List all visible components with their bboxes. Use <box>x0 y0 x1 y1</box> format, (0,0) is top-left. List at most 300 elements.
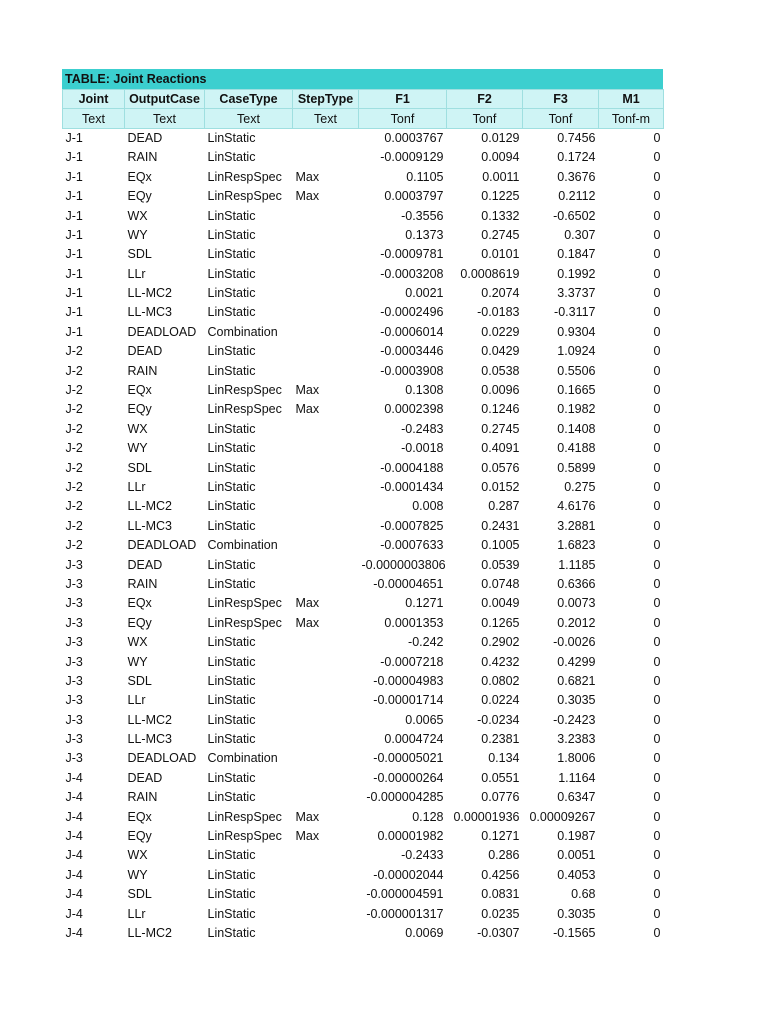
joint-cell[interactable]: J-1 <box>65 208 83 223</box>
f1-cell[interactable]: -0.0009781 <box>380 247 444 262</box>
m1-cell[interactable]: 0 <box>653 131 661 146</box>
f1-cell[interactable]: 0.128 <box>412 809 444 824</box>
column-header-m1[interactable]: M1 <box>599 90 664 109</box>
case-type-cell[interactable]: LinStatic <box>207 421 256 436</box>
f2-cell[interactable]: 0.2431 <box>481 518 520 533</box>
f2-cell[interactable]: 0.1005 <box>481 538 520 553</box>
m1-cell[interactable]: 0 <box>653 421 661 436</box>
f2-cell[interactable]: 0.2074 <box>481 286 520 301</box>
f3-cell[interactable]: 0.00009267 <box>529 809 596 824</box>
joint-cell[interactable]: J-1 <box>65 169 83 184</box>
m1-cell[interactable]: 0 <box>653 305 661 320</box>
step-type-cell[interactable] <box>293 322 359 341</box>
f1-cell[interactable]: -0.00000264 <box>373 770 444 785</box>
case-type-cell[interactable]: LinStatic <box>207 131 256 146</box>
output-case-cell[interactable]: DEADLOAD <box>127 324 197 339</box>
case-type-cell[interactable]: LinStatic <box>207 925 256 940</box>
f2-cell[interactable]: 0.0576 <box>481 460 520 475</box>
step-type-cell[interactable] <box>293 361 359 380</box>
unit-outputcase[interactable]: Text <box>125 109 205 128</box>
f3-cell[interactable]: 0.1408 <box>557 421 596 436</box>
output-case-cell[interactable]: WX <box>127 635 148 650</box>
joint-cell[interactable]: J-2 <box>65 538 83 553</box>
case-type-cell[interactable]: LinRespSpec <box>207 829 282 844</box>
joint-cell[interactable]: J-1 <box>65 324 83 339</box>
case-type-cell[interactable]: LinStatic <box>207 247 256 262</box>
step-type-cell[interactable] <box>293 691 359 710</box>
f3-cell[interactable]: 0.3035 <box>557 906 596 921</box>
f2-cell[interactable]: 0.0551 <box>481 770 520 785</box>
f3-cell[interactable]: 0.1987 <box>557 829 596 844</box>
f3-cell[interactable]: 1.1164 <box>558 770 596 785</box>
output-case-cell[interactable]: WX <box>127 421 148 436</box>
m1-cell[interactable]: 0 <box>653 402 661 417</box>
f3-cell[interactable]: 0.2012 <box>557 615 596 630</box>
f2-cell[interactable]: 0.0831 <box>481 887 520 902</box>
output-case-cell[interactable]: WY <box>127 441 148 456</box>
joint-cell[interactable]: J-3 <box>65 751 83 766</box>
step-type-cell[interactable] <box>293 846 359 865</box>
output-case-cell[interactable]: DEAD <box>127 344 163 359</box>
f1-cell[interactable]: 0.0003767 <box>384 131 444 146</box>
f1-cell[interactable]: 0.008 <box>412 499 444 514</box>
joint-cell[interactable]: J-2 <box>65 480 83 494</box>
step-type-cell[interactable]: Max <box>295 169 320 184</box>
step-type-cell[interactable]: Max <box>295 189 320 204</box>
step-type-cell[interactable] <box>293 865 359 884</box>
case-type-cell[interactable]: LinStatic <box>207 848 256 863</box>
output-case-cell[interactable]: WX <box>127 208 148 223</box>
step-type-cell[interactable] <box>293 128 359 147</box>
f1-cell[interactable]: -0.0002496 <box>380 305 444 320</box>
f2-cell[interactable]: 0.286 <box>488 848 520 863</box>
f2-cell[interactable]: 0.0129 <box>481 131 520 146</box>
f1-cell[interactable]: 0.1308 <box>405 383 444 398</box>
case-type-cell[interactable]: Combination <box>207 538 278 553</box>
joint-cell[interactable]: J-4 <box>65 829 83 844</box>
unit-steptype[interactable]: Text <box>293 109 359 128</box>
column-header-joint[interactable]: Joint <box>63 90 125 109</box>
output-case-cell[interactable]: EQy <box>127 189 152 204</box>
f2-cell[interactable]: 0.2902 <box>481 635 520 650</box>
joint-cell[interactable]: J-2 <box>65 383 83 398</box>
case-type-cell[interactable]: LinStatic <box>207 499 256 514</box>
f1-cell[interactable]: -0.000001317 <box>366 906 444 921</box>
f1-cell[interactable]: -0.0000003806 <box>361 557 446 572</box>
joint-cell[interactable]: J-3 <box>65 654 83 669</box>
f1-cell[interactable]: -0.2433 <box>401 848 444 863</box>
step-type-cell[interactable] <box>293 923 359 942</box>
joint-cell[interactable]: J-4 <box>65 906 83 921</box>
case-type-cell[interactable]: LinRespSpec <box>207 169 282 184</box>
f2-cell[interactable]: 0.1271 <box>481 829 520 844</box>
f1-cell[interactable]: -0.0006014 <box>380 324 444 339</box>
joint-cell[interactable]: J-4 <box>65 809 83 824</box>
joint-cell[interactable]: J-3 <box>65 673 83 688</box>
output-case-cell[interactable]: EQy <box>127 402 152 417</box>
f2-cell[interactable]: 0.0776 <box>481 790 520 805</box>
f2-cell[interactable]: 0.0096 <box>481 383 520 398</box>
joint-cell[interactable]: J-1 <box>65 247 83 262</box>
f3-cell[interactable]: 0.1665 <box>557 383 596 398</box>
f2-cell[interactable]: 0.287 <box>488 499 520 514</box>
m1-cell[interactable]: 0 <box>653 596 661 611</box>
m1-cell[interactable]: 0 <box>653 169 661 184</box>
step-type-cell[interactable] <box>293 671 359 690</box>
step-type-cell[interactable] <box>293 458 359 477</box>
f3-cell[interactable]: 0.3035 <box>557 693 596 708</box>
step-type-cell[interactable] <box>293 245 359 264</box>
column-header-f2[interactable]: F2 <box>447 90 523 109</box>
f1-cell[interactable]: 0.0004724 <box>384 732 444 747</box>
output-case-cell[interactable]: WY <box>127 654 148 669</box>
case-type-cell[interactable]: LinStatic <box>207 557 256 572</box>
f3-cell[interactable]: 0.275 <box>564 480 596 494</box>
case-type-cell[interactable]: LinStatic <box>207 460 256 475</box>
output-case-cell[interactable]: WY <box>127 867 148 882</box>
f1-cell[interactable]: 0.1271 <box>405 596 444 611</box>
case-type-cell[interactable]: LinStatic <box>207 208 256 223</box>
joint-cell[interactable]: J-3 <box>65 732 83 747</box>
f3-cell[interactable]: 4.6176 <box>557 499 596 514</box>
f3-cell[interactable]: -0.6502 <box>553 208 596 223</box>
step-type-cell[interactable]: Max <box>295 596 320 611</box>
output-case-cell[interactable]: EQx <box>127 383 152 398</box>
f1-cell[interactable]: -0.0007633 <box>380 538 444 553</box>
m1-cell[interactable]: 0 <box>653 790 661 805</box>
f3-cell[interactable]: 0.0073 <box>557 596 596 611</box>
f1-cell[interactable]: -0.0018 <box>401 441 444 456</box>
f2-cell[interactable]: 0.0224 <box>481 693 520 708</box>
m1-cell[interactable]: 0 <box>653 673 661 688</box>
output-case-cell[interactable]: LL-MC3 <box>127 305 172 320</box>
output-case-cell[interactable]: WX <box>127 848 148 863</box>
joint-cell[interactable]: J-3 <box>65 693 83 708</box>
step-type-cell[interactable] <box>293 419 359 438</box>
case-type-cell[interactable]: LinStatic <box>207 654 256 669</box>
f1-cell[interactable]: 0.0002398 <box>384 402 444 417</box>
f1-cell[interactable]: -0.0003208 <box>380 266 444 281</box>
unit-f1[interactable]: Tonf <box>359 109 447 128</box>
joint-cell[interactable]: J-1 <box>65 266 83 281</box>
output-case-cell[interactable]: SDL <box>127 460 152 475</box>
m1-cell[interactable]: 0 <box>653 887 661 902</box>
case-type-cell[interactable]: LinStatic <box>207 344 256 359</box>
joint-cell[interactable]: J-1 <box>65 150 83 165</box>
joint-cell[interactable]: J-3 <box>65 635 83 650</box>
f1-cell[interactable]: -0.000004591 <box>366 887 444 902</box>
f2-cell[interactable]: 0.0094 <box>481 150 520 165</box>
case-type-cell[interactable]: LinStatic <box>207 712 256 727</box>
step-type-cell[interactable] <box>293 477 359 496</box>
f1-cell[interactable]: -0.000004285 <box>366 790 444 805</box>
unit-joint[interactable]: Text <box>63 109 125 128</box>
step-type-cell[interactable]: Max <box>295 402 320 417</box>
f1-cell[interactable]: -0.00002044 <box>373 867 444 882</box>
case-type-cell[interactable]: LinStatic <box>207 441 256 456</box>
f3-cell[interactable]: 0.2112 <box>558 189 596 204</box>
case-type-cell[interactable]: LinStatic <box>207 266 256 281</box>
f2-cell[interactable]: 0.00001936 <box>453 809 520 824</box>
joint-cell[interactable]: J-3 <box>65 615 83 630</box>
f2-cell[interactable]: 0.4256 <box>481 867 520 882</box>
output-case-cell[interactable]: RAIN <box>127 150 158 165</box>
output-case-cell[interactable]: LLr <box>127 693 146 708</box>
step-type-cell[interactable] <box>293 342 359 361</box>
joint-cell[interactable]: J-2 <box>65 402 83 417</box>
m1-cell[interactable]: 0 <box>653 751 661 766</box>
case-type-cell[interactable]: LinStatic <box>207 732 256 747</box>
f3-cell[interactable]: 0.3676 <box>557 169 596 184</box>
step-type-cell[interactable]: Max <box>295 809 320 824</box>
f2-cell[interactable]: 0.4232 <box>481 654 520 669</box>
case-type-cell[interactable]: LinStatic <box>207 227 256 242</box>
m1-cell[interactable]: 0 <box>653 363 661 378</box>
step-type-cell[interactable] <box>293 749 359 768</box>
f1-cell[interactable]: -0.0007218 <box>380 654 444 669</box>
column-header-f3[interactable]: F3 <box>523 90 599 109</box>
case-type-cell[interactable]: Combination <box>207 751 278 766</box>
joint-cell[interactable]: J-3 <box>65 557 83 572</box>
f3-cell[interactable]: 3.3737 <box>557 286 596 301</box>
step-type-cell[interactable] <box>293 885 359 904</box>
step-type-cell[interactable] <box>293 497 359 516</box>
case-type-cell[interactable]: LinRespSpec <box>207 402 282 417</box>
step-type-cell[interactable] <box>293 283 359 302</box>
joint-cell[interactable]: J-3 <box>65 576 83 591</box>
case-type-cell[interactable]: LinStatic <box>207 693 256 708</box>
output-case-cell[interactable]: SDL <box>127 673 152 688</box>
step-type-cell[interactable] <box>293 206 359 225</box>
f3-cell[interactable]: -0.3117 <box>554 305 596 320</box>
case-type-cell[interactable]: LinStatic <box>207 770 256 785</box>
m1-cell[interactable]: 0 <box>653 615 661 630</box>
f2-cell[interactable]: 0.4091 <box>481 441 520 456</box>
case-type-cell[interactable]: LinStatic <box>207 576 256 591</box>
step-type-cell[interactable] <box>293 768 359 787</box>
output-case-cell[interactable]: LL-MC2 <box>127 499 172 514</box>
m1-cell[interactable]: 0 <box>653 266 661 281</box>
column-header-casetype[interactable]: CaseType <box>205 90 293 109</box>
m1-cell[interactable]: 0 <box>653 848 661 863</box>
step-type-cell[interactable] <box>293 652 359 671</box>
f2-cell[interactable]: 0.1246 <box>481 402 520 417</box>
output-case-cell[interactable]: DEAD <box>127 131 163 146</box>
output-case-cell[interactable]: LL-MC3 <box>127 518 172 533</box>
m1-cell[interactable]: 0 <box>653 247 661 262</box>
output-case-cell[interactable]: EQx <box>127 809 152 824</box>
joint-cell[interactable]: J-4 <box>65 867 83 882</box>
f2-cell[interactable]: -0.0234 <box>477 712 520 727</box>
f1-cell[interactable]: -0.0001434 <box>380 480 444 494</box>
m1-cell[interactable]: 0 <box>653 460 661 475</box>
step-type-cell[interactable] <box>293 225 359 244</box>
f3-cell[interactable]: -0.0026 <box>553 635 596 650</box>
step-type-cell[interactable] <box>293 535 359 554</box>
m1-cell[interactable]: 0 <box>653 576 661 591</box>
case-type-cell[interactable]: LinStatic <box>207 286 256 301</box>
case-type-cell[interactable]: LinStatic <box>207 305 256 320</box>
joint-cell[interactable]: J-2 <box>65 441 83 456</box>
unit-m1[interactable]: Tonf-m <box>599 109 664 128</box>
m1-cell[interactable]: 0 <box>653 925 661 940</box>
f2-cell[interactable]: 0.0748 <box>481 576 520 591</box>
joint-cell[interactable]: J-3 <box>65 712 83 727</box>
output-case-cell[interactable]: LLr <box>127 480 146 494</box>
f3-cell[interactable]: 0.68 <box>571 887 596 902</box>
step-type-cell[interactable] <box>293 516 359 535</box>
case-type-cell[interactable]: LinStatic <box>207 150 256 165</box>
m1-cell[interactable]: 0 <box>653 770 661 785</box>
case-type-cell[interactable]: LinStatic <box>207 867 256 882</box>
joint-cell[interactable]: J-2 <box>65 421 83 436</box>
f3-cell[interactable]: 0.1992 <box>557 266 596 281</box>
column-header-steptype[interactable]: StepType <box>293 90 359 109</box>
f1-cell[interactable]: 0.0065 <box>405 712 444 727</box>
f2-cell[interactable]: 0.2745 <box>481 227 520 242</box>
joint-cell[interactable]: J-3 <box>65 596 83 611</box>
m1-cell[interactable]: 0 <box>653 693 661 708</box>
joint-cell[interactable]: J-1 <box>65 305 83 320</box>
f2-cell[interactable]: 0.0802 <box>481 673 520 688</box>
f3-cell[interactable]: 3.2881 <box>557 518 596 533</box>
m1-cell[interactable]: 0 <box>653 712 661 727</box>
joint-cell[interactable]: J-4 <box>65 790 83 805</box>
f1-cell[interactable]: -0.2483 <box>401 421 444 436</box>
f3-cell[interactable]: 0.1847 <box>557 247 596 262</box>
step-type-cell[interactable] <box>293 555 359 574</box>
output-case-cell[interactable]: EQy <box>127 615 152 630</box>
m1-cell[interactable]: 0 <box>653 906 661 921</box>
f3-cell[interactable]: 0.1982 <box>557 402 596 417</box>
step-type-cell[interactable] <box>293 788 359 807</box>
f2-cell[interactable]: 0.0101 <box>481 247 520 262</box>
joint-cell[interactable]: J-4 <box>65 848 83 863</box>
case-type-cell[interactable]: LinStatic <box>207 673 256 688</box>
output-case-cell[interactable]: LLr <box>127 266 146 281</box>
output-case-cell[interactable]: SDL <box>127 887 152 902</box>
output-case-cell[interactable]: RAIN <box>127 576 158 591</box>
f1-cell[interactable]: -0.00004651 <box>373 576 444 591</box>
m1-cell[interactable]: 0 <box>653 344 661 359</box>
output-case-cell[interactable]: DEAD <box>127 770 163 785</box>
f3-cell[interactable]: 0.7456 <box>557 131 596 146</box>
f1-cell[interactable]: -0.0003908 <box>380 363 444 378</box>
joint-cell[interactable]: J-1 <box>65 131 83 146</box>
case-type-cell[interactable]: LinRespSpec <box>207 615 282 630</box>
m1-cell[interactable]: 0 <box>653 538 661 553</box>
joint-cell[interactable]: J-1 <box>65 189 83 204</box>
joint-cell[interactable]: J-1 <box>65 286 83 301</box>
f2-cell[interactable]: 0.1225 <box>481 189 520 204</box>
output-case-cell[interactable]: LL-MC2 <box>127 925 172 940</box>
m1-cell[interactable]: 0 <box>653 441 661 456</box>
f1-cell[interactable]: -0.242 <box>408 635 444 650</box>
unit-casetype[interactable]: Text <box>205 109 293 128</box>
m1-cell[interactable]: 0 <box>653 480 661 494</box>
m1-cell[interactable]: 0 <box>653 809 661 824</box>
f2-cell[interactable]: 0.1332 <box>481 208 520 223</box>
joint-cell[interactable]: J-1 <box>65 227 83 242</box>
step-type-cell[interactable] <box>293 574 359 593</box>
joint-cell[interactable]: J-4 <box>65 887 83 902</box>
output-case-cell[interactable]: SDL <box>127 247 152 262</box>
f1-cell[interactable]: -0.00001714 <box>373 693 444 708</box>
column-header-f1[interactable]: F1 <box>359 90 447 109</box>
output-case-cell[interactable]: LLr <box>127 906 146 921</box>
unit-f2[interactable]: Tonf <box>447 109 523 128</box>
f1-cell[interactable]: 0.0001353 <box>384 615 444 630</box>
f2-cell[interactable]: 0.0008619 <box>460 266 520 281</box>
f3-cell[interactable]: 0.9304 <box>557 324 596 339</box>
m1-cell[interactable]: 0 <box>653 518 661 533</box>
f3-cell[interactable]: 0.4188 <box>557 441 596 456</box>
output-case-cell[interactable]: RAIN <box>127 363 158 378</box>
f2-cell[interactable]: 0.0539 <box>481 557 520 572</box>
case-type-cell[interactable]: LinRespSpec <box>207 383 282 398</box>
f3-cell[interactable]: 0.6821 <box>557 673 596 688</box>
output-case-cell[interactable]: RAIN <box>127 790 158 805</box>
output-case-cell[interactable]: LL-MC2 <box>127 286 172 301</box>
case-type-cell[interactable]: LinStatic <box>207 635 256 650</box>
step-type-cell[interactable] <box>293 904 359 923</box>
joint-cell[interactable]: J-2 <box>65 344 83 359</box>
m1-cell[interactable]: 0 <box>653 150 661 165</box>
f2-cell[interactable]: 0.1265 <box>481 615 520 630</box>
unit-f3[interactable]: Tonf <box>523 109 599 128</box>
column-header-outputcase[interactable]: OutputCase <box>125 90 205 109</box>
m1-cell[interactable]: 0 <box>653 654 661 669</box>
step-type-cell[interactable]: Max <box>295 829 320 844</box>
case-type-cell[interactable]: LinStatic <box>207 518 256 533</box>
f3-cell[interactable]: -0.1565 <box>553 925 596 940</box>
joint-cell[interactable]: J-4 <box>65 770 83 785</box>
f1-cell[interactable]: 0.0069 <box>405 925 444 940</box>
f2-cell[interactable]: 0.2381 <box>481 732 520 747</box>
m1-cell[interactable]: 0 <box>653 189 661 204</box>
step-type-cell[interactable]: Max <box>295 383 320 398</box>
m1-cell[interactable]: 0 <box>653 732 661 747</box>
case-type-cell[interactable]: LinStatic <box>207 906 256 921</box>
f3-cell[interactable]: 0.5899 <box>557 460 596 475</box>
f1-cell[interactable]: -0.0003446 <box>380 344 444 359</box>
m1-cell[interactable]: 0 <box>653 829 661 844</box>
f1-cell[interactable]: -0.00005021 <box>373 751 444 766</box>
m1-cell[interactable]: 0 <box>653 635 661 650</box>
m1-cell[interactable]: 0 <box>653 324 661 339</box>
f2-cell[interactable]: 0.0229 <box>481 324 520 339</box>
f2-cell[interactable]: 0.0429 <box>481 344 520 359</box>
f1-cell[interactable]: -0.0009129 <box>380 150 444 165</box>
f2-cell[interactable]: 0.2745 <box>481 421 520 436</box>
joint-cell[interactable]: J-2 <box>65 363 83 378</box>
case-type-cell[interactable]: LinRespSpec <box>207 809 282 824</box>
f3-cell[interactable]: 0.4299 <box>557 654 596 669</box>
f1-cell[interactable]: 0.1105 <box>406 169 444 184</box>
output-case-cell[interactable]: DEAD <box>127 557 163 572</box>
f1-cell[interactable]: 0.00001982 <box>377 829 444 844</box>
step-type-cell[interactable] <box>293 710 359 729</box>
step-type-cell[interactable] <box>293 303 359 322</box>
m1-cell[interactable]: 0 <box>653 286 661 301</box>
joint-cell[interactable]: J-2 <box>65 460 83 475</box>
f2-cell[interactable]: 0.0538 <box>481 363 520 378</box>
f2-cell[interactable]: 0.0011 <box>482 169 520 184</box>
case-type-cell[interactable]: LinStatic <box>207 790 256 805</box>
f2-cell[interactable]: -0.0183 <box>477 305 520 320</box>
f2-cell[interactable]: 0.0235 <box>481 906 520 921</box>
output-case-cell[interactable]: EQx <box>127 169 152 184</box>
